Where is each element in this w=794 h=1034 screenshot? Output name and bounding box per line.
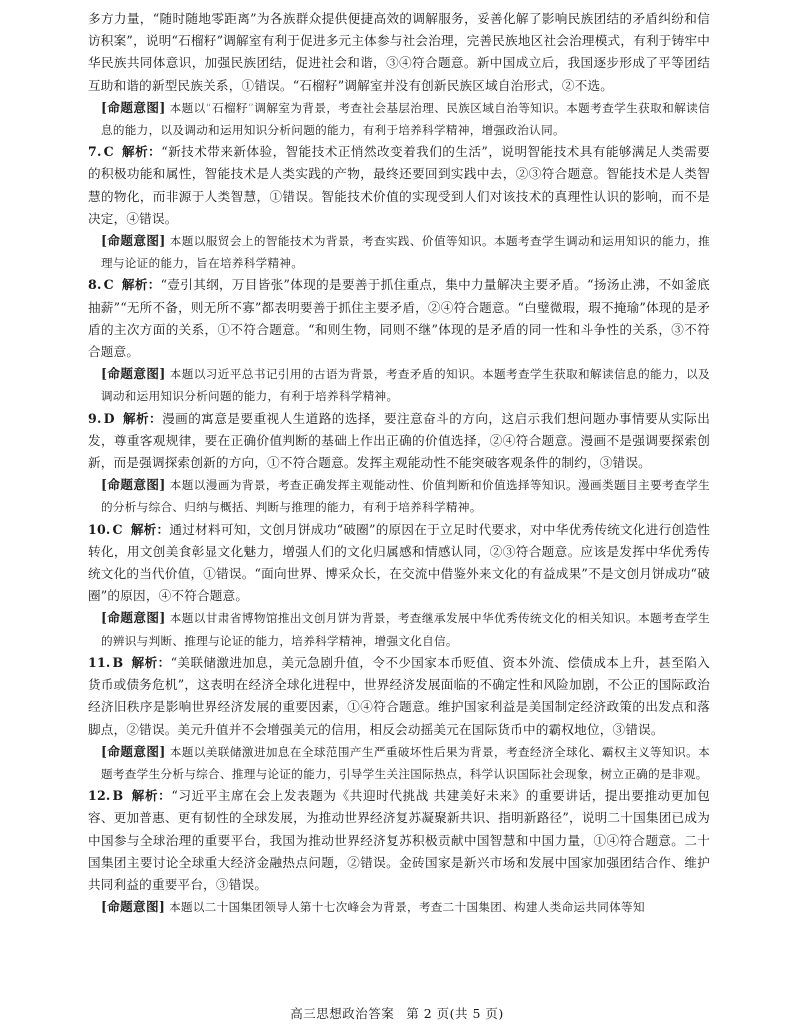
question-item-8 — [88, 274, 710, 407]
analysis-label: 解析： — [122, 410, 163, 426]
intent-tag: [命题意图] — [101, 366, 166, 382]
question-number: 12. — [88, 788, 111, 804]
intro-paragraph: 多方力量，“随时随地零距离”为各族群众提供便捷高效的调解服务，妥善化解了影响民族团结的矛盾纠纷和信访积案”，说明“石榴籽”调解室有利于促进多元主体参与社会治理，完善民族地区社会治理模式，有利于铸牢中华民族共同体意识，加强民族团结，促进社会和谐，③④符合题意。新中国成立后，我国逐步形成了平等团结互助和谐的新型民族关系，①错误。“石榴籽”调解室并没有创新民族区域自治形式，②不选。 — [88, 11, 710, 93]
analysis-text: “壹引其纲，万目皆张”体现的是要善于抓住重点，集中力量解决主要矛盾。“扬汤止沸，不如釜底抽薪”“无所不备，则无所不寡”都表明要善于抓住主要矛盾，②④符合题意。“白璧微瑕，瑕不掩瑜”体现的是矛盾的主次方面的关系，①不符合题意。“和则生物，同则不继”体现的是矛盾的同一性和斗争性的关系，③不符合题意。 — [88, 277, 710, 360]
intent-text: 本题以甘肃省博物馆推出文创月饼为背景，考查继承发展中华优秀传统文化的相关知识。本题考查学生的辨识与判断、推理与论证的能力，培养科学精神，增强文化自信。 — [101, 611, 710, 648]
analysis-label: 解析： — [121, 277, 161, 293]
intro-intent — [88, 97, 710, 141]
question-item-11 — [88, 652, 710, 785]
intent-text: 本题以漫画为背景，考查正确发挥主观能动性、价值判断和价值选择等知识。漫画类题目主要考查学生的分析与综合、归纳与概括、判断与推理的能力，有利于培养科学精神。 — [101, 478, 710, 515]
question-intent — [88, 741, 710, 785]
answer-letter: B — [112, 788, 124, 804]
question-number: 9. — [88, 410, 102, 426]
question-item-9 — [88, 408, 710, 519]
question-intent — [88, 363, 710, 407]
intent-tag: [命题意图] — [101, 899, 166, 915]
footer-title: 高三思想政治答案 — [290, 1006, 395, 1021]
intent-tag: [命题意图] — [101, 743, 166, 759]
analysis-text: “新技术带来新体验，智能技术正悄然改变着我们的生活”，说明智能技术具有能够满足人类需要的积极功能和属性，智能技术是人类实践的产物，最终还要回到实践中去，②③符合题意。智能技术是人类智慧的物化，而非源于人类智慧，①错误。智能技术价值的实现受到人们对该技术的真理性认识的影响，而不是决定，④错误。 — [88, 144, 710, 226]
intent-text: 本题以“石榴籽”调解室为背景，考查社会基层治理、民族区域自治等知识。本题考查学生获取和解读信息的能力，以及调动和运用知识分析问题的能力，有利于培养科学精神，增强政治认同。 — [101, 100, 710, 138]
question-intent — [88, 230, 710, 274]
analysis-label: 解析： — [121, 144, 162, 160]
intent-text: 本题以服贸会上的智能技术为背景，考查实践、价值等知识。本题考查学生调动和运用知识的能力，推理与论证的能力，旨在培养科学精神。 — [101, 234, 710, 271]
question-intent — [88, 474, 710, 518]
answer-letter: C — [112, 521, 123, 537]
analysis-label: 解析： — [131, 654, 171, 670]
analysis-label: 解析： — [131, 788, 172, 804]
question-intent — [88, 896, 710, 918]
intent-text: 本题以习近平总书记引用的古语为背景，考查矛盾的知识。本题考查学生获取和解读信息的能力，以及调动和运用知识分析问题的能力，有利于培养科学精神。 — [101, 367, 710, 404]
analysis-label: 解析： — [130, 521, 170, 537]
answer-letter: D — [103, 410, 115, 426]
answer-letter: C — [103, 144, 114, 160]
intent-tag: [命题意图] — [101, 99, 166, 115]
question-item-7 — [88, 141, 710, 274]
intent-text: 本题以美联储激进加息在全球范围产生严重破坏性后果为背景，考查经济全球化、霸权主义等知识。本题考查学生分析与综合、推理与论证的能力，引导学生关注国际热点，科学认识国际社会现象，树立正确的是非观。 — [101, 744, 710, 781]
intent-tag: [命题意图] — [101, 233, 166, 249]
intro-block — [88, 8, 710, 141]
question-item-12 — [88, 785, 710, 918]
intent-tag: [命题意图] — [101, 610, 166, 626]
page-number: 第 2 页(共 5 页) — [406, 1006, 504, 1021]
question-number: 11. — [88, 654, 111, 670]
analysis-text: “习近平主席在会上发表题为《共迎时代挑战 共建美好未来》的重要讲话，提出要推动更加包容、更加普惠、更有韧性的全球发展，为推动世界经济复苏凝聚新共识、指明新路径”，说明二十国集团已成为中国参与全球治理的重要平台，我国为推动世界经济复苏积极贡献中国智慧和中国力量，①④符合题意。二十国集团主要讨论全球重大经济金融热点问题，②错误。金砖国家是新兴市场和发展中国家加强团结合作、维护共同利益的重要平台，③错误。 — [88, 788, 710, 892]
analysis-text: 通过材料可知，文创月饼成功“破圈”的原因在于立足时代要求，对中华优秀传统文化进行创造性转化，用文创美食彰显文化魅力，增强人们的文化归属感和情感认同，②③符合题意。应该是发挥中华优秀传统文化的当代价值，①错误。“面向世界、博采众长，在交流中借鉴外来文化的有益成果”不是文创月饼成功“破圈”的原因，④不符合题意。 — [88, 521, 710, 604]
intent-text: 本题以二十国集团领导人第十七次峰会为背景，考查二十国集团、构建人类命运共同体等知 — [169, 900, 645, 915]
question-number: 7. — [88, 144, 102, 160]
document-body — [88, 8, 710, 918]
answer-letter: C — [103, 277, 114, 293]
answer-letter: B — [112, 654, 124, 670]
question-item-10 — [88, 519, 710, 652]
question-intent — [88, 607, 710, 651]
question-number: 10. — [88, 521, 111, 537]
page-footer — [0, 1004, 794, 1022]
intent-tag: [命题意图] — [101, 477, 166, 493]
question-number: 8. — [88, 277, 102, 293]
analysis-text: 漫画的寓意是要重视人生道路的选择，要注意奋斗的方向，这启示我们想问题办事情要从实际出发，尊重客观规律，要在正确价值判断的基础上作出正确的价值选择，②④符合题意。漫画不是强调要探索创新，而是强调探索创新的方向，①不符合题意。发挥主观能动性不能突破客观条件的制约，③错误。 — [88, 410, 710, 471]
analysis-text: “美联储激进加息，美元急剧升值，令不少国家本币贬值、资本外流、偿债成本上升，甚至陷入货币或债务危机”，这表明在经济全球化进程中，世界经济发展面临的不确定性和风险加剧，不公正的国际政治经济旧秩序是影响世界经济发展的重要因素，①④符合题意。维护国家利益是美国制定经济政策的出发点和落脚点，②错误。美元升值并不会增强美元的信用，相反会动摇美元在国际货币中的霸权地位，③错误。 — [88, 654, 710, 737]
